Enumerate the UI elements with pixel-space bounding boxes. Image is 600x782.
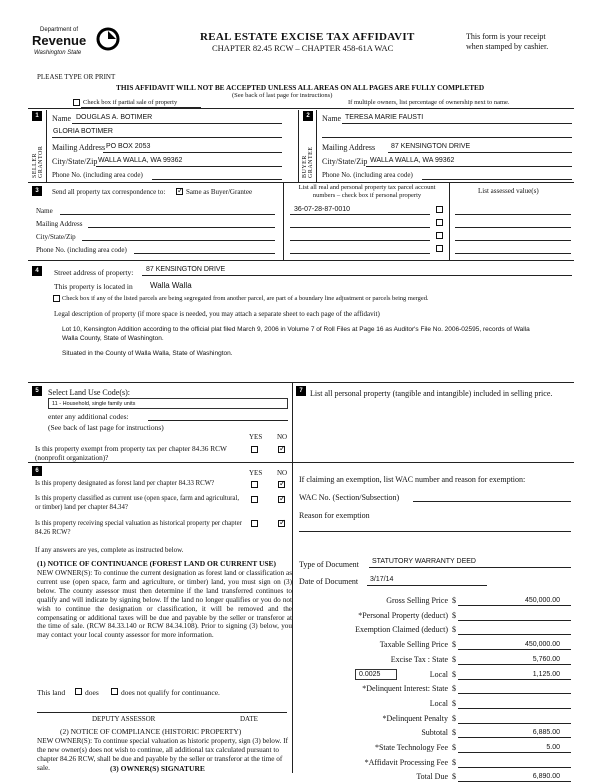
buyer-phone-label: Phone No. (including area code): [322, 171, 413, 179]
does-not-checkbox[interactable]: [111, 688, 118, 695]
buyer-city[interactable]: WALLA WALLA, WA 99362: [370, 157, 455, 164]
calc-row-label: Exemption Claimed (deduct): [355, 625, 448, 635]
section-6-number: 6: [32, 466, 42, 476]
calc-row-currency: $: [452, 625, 456, 635]
doc-date-label: Date of Document: [299, 577, 359, 586]
forest-question: Is this property designated as forest land per chapter 84.33 RCW?: [35, 480, 215, 487]
current-use-yes-checkbox[interactable]: [251, 496, 258, 503]
calc-row-currency: $: [452, 654, 456, 664]
land-use-select[interactable]: [48, 398, 288, 409]
exempt-question: Is this property exempt from property tax per chapter 84.36 RCW (nonprofit organization)?: [35, 444, 227, 462]
same-as-buyer-label: Same as Buyer/Grantee: [186, 188, 253, 196]
section-4-number: 4: [32, 266, 42, 276]
section-5-number: 5: [32, 386, 42, 396]
notice2-text: NEW OWNER(S): To continue special valuation as historic property, sign (3) below. If the new owner(s) does not wish to continue, all additional tax calculated pursuant to chapter 84.26 RCW, shall be due and payable by the seller or transferor at the time of sale.: [37, 737, 288, 772]
reason-label: Reason for exemption: [299, 511, 370, 520]
calc-row-currency: $: [452, 728, 456, 738]
segregated-checkbox[interactable]: [53, 295, 60, 302]
same-as-buyer-checkbox[interactable]: [176, 188, 183, 195]
current-use-no-checkbox[interactable]: [278, 496, 285, 503]
parcel-1[interactable]: 36-07-28-87-0010: [294, 206, 351, 213]
dept-line2: Revenue: [32, 33, 87, 48]
buyer-mail[interactable]: 87 KENSINGTON DRIVE: [391, 143, 471, 150]
buyer-side-label: BUYER GRANTEE: [302, 146, 314, 178]
section-7-number: 7: [296, 386, 306, 396]
s5-see-back: (See back of last page for instructions): [48, 423, 164, 432]
seller-name-1[interactable]: DOUGLAS A. BOTIMER: [76, 114, 153, 121]
seller-mail[interactable]: PO BOX 2053: [106, 143, 151, 150]
calc-row-label: Excise Tax : State: [390, 654, 448, 664]
notice1-text: NEW OWNER(S): To continue the current designation as forest land or classification as current use (open space, farm and agriculture, or timber) land, you must sign on (3) below. The county assessor must then determine if the land transferred continues to qualify and will indicate by signing below. If the land no longer qualifies or you do not wish to continue the designation or classification, it will be removed and the compensating or additional taxes will be due and payable by the seller or transferor at the time of sale. (RCW 84.33.140 or RCW 84.34.108). Prior to signing (3) below, you may contact your local county assessor for more information.: [37, 569, 292, 640]
seller-side-label: SELLER GRANTOR: [32, 145, 44, 178]
calc-row-currency: $: [452, 713, 456, 723]
s6-yes-header: YES: [249, 469, 263, 477]
calc-row-label: Gross Selling Price: [386, 596, 448, 605]
deputy-assessor-label: DEPUTY ASSESSOR: [92, 715, 156, 723]
print-note: PLEASE TYPE OR PRINT: [37, 73, 116, 81]
multiple-owners-note: If multiple owners, list percentage of ownership next to name.: [348, 99, 510, 106]
parcel-1-personal-checkbox[interactable]: [436, 206, 443, 213]
date-label: DATE: [240, 715, 258, 723]
section-2-number: 2: [303, 111, 313, 121]
calc-row-value[interactable]: 6,890.00: [532, 773, 560, 781]
county-text: Situated in the County of Walla Walla, State of Washington.: [62, 350, 233, 357]
land-use-label: Select Land Use Code(s):: [48, 388, 130, 397]
section-1-number: 1: [32, 111, 42, 121]
exempt-no-checkbox[interactable]: [278, 446, 285, 453]
calc-row-label: Total Due: [416, 772, 448, 782]
assessed-header: List assessed value(s): [478, 187, 539, 195]
buyer-mail-label: Mailing Address: [322, 143, 376, 152]
warning-text: THIS AFFIDAVIT WILL NOT BE ACCEPTED UNLESS ALL AREAS ON ALL PAGES ARE FULLY COMPLETED: [116, 83, 485, 92]
seller-mail-label: Mailing Address: [52, 143, 106, 152]
buyer-name-label: Name: [322, 114, 342, 123]
s5-yes-header: YES: [249, 433, 263, 441]
if-yes-note: If any answers are yes, complete as instructed below.: [35, 546, 184, 554]
forest-yes-checkbox[interactable]: [251, 481, 258, 488]
parcel-2-personal-checkbox[interactable]: [436, 219, 443, 226]
does-label: does: [85, 688, 99, 697]
calc-row-currency: $: [452, 596, 456, 605]
dor-logo-icon: [96, 27, 120, 51]
street-address[interactable]: 87 KENSINGTON DRIVE: [146, 266, 226, 273]
segregated-label: Check box if any of the listed parcels are being segregated from another parcel, are part of a boundary line adjustment or parcels being merged.: [62, 295, 429, 302]
calc-row-value[interactable]: 6,885.00: [532, 729, 560, 737]
doc-date[interactable]: 3/17/14: [370, 576, 394, 583]
additional-codes-label: enter any additional codes:: [48, 412, 129, 421]
calc-row-currency: $: [452, 743, 456, 752]
section-3-number: 3: [32, 186, 42, 196]
calc-row-label: *Personal Property (deduct): [358, 610, 448, 620]
calc-row-value[interactable]: 5,760.00: [532, 655, 560, 663]
calc-row-currency: $: [452, 772, 456, 782]
calc-row-currency: $: [452, 669, 456, 679]
s3-phone-label: Phone No. (including area code): [36, 246, 127, 254]
parcel-4-personal-checkbox[interactable]: [436, 245, 443, 252]
dor-logo: [30, 27, 125, 67]
wac-label: WAC No. (Section/Subsection): [299, 493, 400, 502]
receipt-note-2: when stamped by cashier.: [466, 42, 549, 51]
seller-city[interactable]: WALLA WALLA, WA 99362: [98, 157, 183, 164]
historic-yes-checkbox[interactable]: [251, 520, 258, 527]
calc-row-label: Local: [429, 698, 448, 708]
exemption-label: If claiming an exemption, list WAC number and reason for exemption:: [299, 475, 526, 484]
s3-name-label: Name: [36, 207, 53, 215]
partial-sale-checkbox[interactable]: [73, 99, 80, 106]
calc-row-currency: $: [452, 610, 456, 620]
calc-row-value[interactable]: 1,125.00: [532, 670, 560, 678]
legal-label: Legal description of property (if more space is needed, you may attach a separate sheet to each page of the affidavit): [54, 310, 380, 318]
calc-row-label: *Delinquent Penalty: [382, 713, 448, 723]
exempt-yes-checkbox[interactable]: [251, 446, 258, 453]
buyer-name-1[interactable]: TERESA MARIE FAUSTI: [345, 114, 424, 121]
calc-row-value[interactable]: 450,000.00: [524, 641, 560, 649]
does-checkbox[interactable]: [75, 688, 82, 695]
calc-row-value[interactable]: 450,000.00: [524, 597, 560, 604]
calc-row-currency: $: [452, 698, 456, 708]
historic-question: Is this property receiving special valuation as historical property per chapter 84.26 RCW?: [35, 520, 242, 536]
street-label: Street address of property:: [54, 268, 134, 277]
does-not-label: does not qualify for continuance.: [121, 688, 220, 697]
calc-row-value[interactable]: 5.00: [546, 744, 560, 751]
calc-row-label: *Affidavit Processing Fee: [364, 757, 448, 767]
located-label: This property is located in: [54, 282, 133, 291]
historic-no-checkbox[interactable]: [278, 520, 285, 527]
legal-description: Lot 10, Kensington Addition according to the official plat filed March 9, 2006 in Volume 7 of Roll Files at Page 16 as Auditor's File No. 2006-02595, records of Walla Walla County, State of Washington.: [62, 326, 530, 342]
calc-row-currency: $: [452, 640, 456, 650]
receipt-note-1: This form is your receipt: [466, 32, 546, 41]
accounts-header: List all real and personal property tax parcel account numbers – check box if personal property: [298, 184, 436, 199]
calc-row-label: Taxable Selling Price: [379, 640, 448, 650]
seller-name-2[interactable]: GLORIA BOTIMER: [53, 128, 113, 135]
local-rate-input[interactable]: 0.0025: [355, 669, 397, 680]
seller-name-label: Name: [52, 114, 72, 123]
land-use-value: 11 - Household, single family units: [52, 401, 136, 407]
notice1-title: (1) NOTICE OF CONTINUANCE (FOREST LAND OR CURRENT USE): [37, 559, 277, 568]
notice2-title: (2) NOTICE OF COMPLIANCE (HISTORIC PROPERTY): [60, 727, 242, 736]
s6-no-header: NO: [277, 469, 288, 477]
dept-line1: Department of: [40, 27, 79, 33]
calc-row-label: Subtotal: [421, 728, 448, 738]
seller-phone-label: Phone No. (including area code): [52, 171, 143, 179]
s3-mail-label: Mailing Address: [36, 220, 83, 228]
owner-signature-title: (3) OWNER(S) SIGNATURE: [110, 764, 205, 773]
doc-type-label: Type of Document: [299, 560, 359, 569]
form-subtitle: CHAPTER 82.45 RCW – CHAPTER 458-61A WAC: [212, 43, 394, 53]
calc-row-label: Local: [429, 669, 448, 679]
current-use-question: Is this property classified as current use (open space, farm and agricultural, or timber) land per chapter 84.34?: [35, 495, 240, 511]
doc-type[interactable]: STATUTORY WARRANTY DEED: [372, 558, 476, 565]
personal-property-label: List all personal property (tangible and intangible) included in selling price.: [310, 389, 553, 398]
see-back-note: (See back of last page for instructions): [232, 92, 333, 99]
located-in[interactable]: Walla Walla: [150, 281, 192, 290]
dept-line3: Washington State: [34, 50, 82, 56]
calc-row-currency: $: [452, 757, 456, 767]
parcel-3-personal-checkbox[interactable]: [436, 232, 443, 239]
s5-no-header: NO: [277, 433, 288, 441]
partial-sale-label: Check box if partial sale of property: [83, 99, 178, 106]
seller-city-label: City/State/Zip: [52, 157, 98, 166]
calc-row-currency: $: [452, 684, 456, 694]
send-correspondence-label: Send all property tax correspondence to:: [52, 188, 166, 196]
calc-row-label: *Delinquent Interest: State: [362, 684, 448, 694]
s3-city-label: City/State/Zip: [36, 233, 76, 241]
this-land-label: This land: [37, 688, 66, 697]
form-title: REAL ESTATE EXCISE TAX AFFIDAVIT: [200, 31, 415, 43]
forest-no-checkbox[interactable]: [278, 481, 285, 488]
calc-row-label: *State Technology Fee: [374, 743, 448, 752]
buyer-city-label: City/State/Zip: [322, 157, 368, 166]
